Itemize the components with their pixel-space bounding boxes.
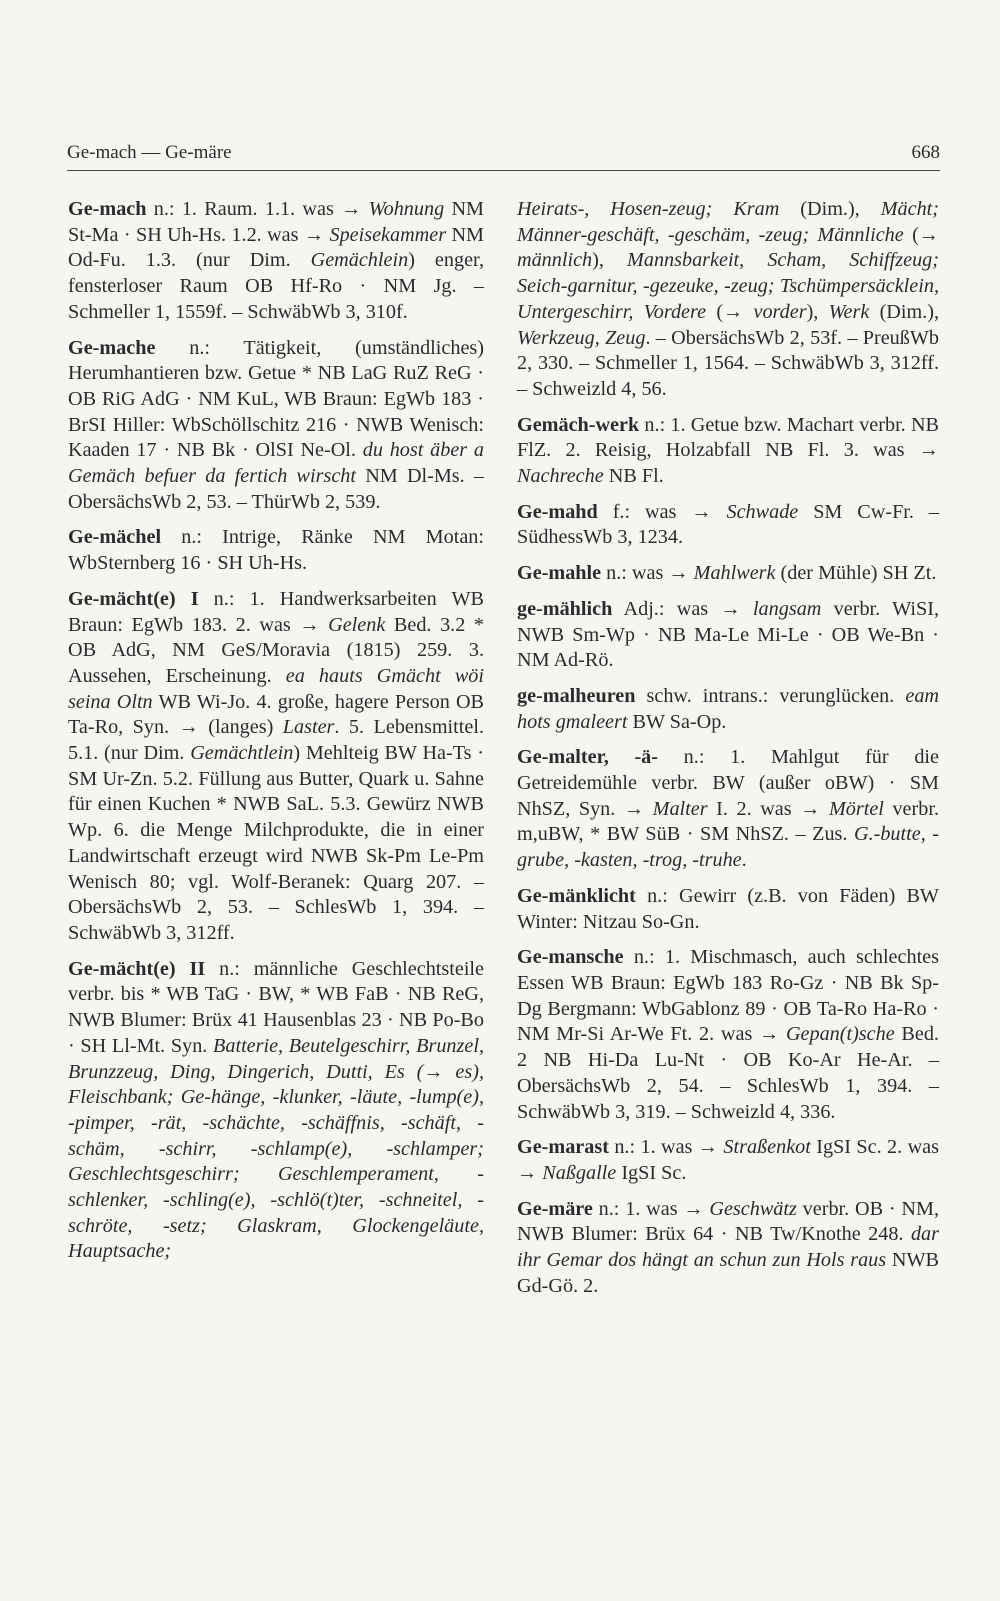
entry-body: Heirats-, Hosen-zeug; Kram (Dim.), Mächt; Männer-geschäft, -geschäm, -zeug; Männliche (→ männlich), Mannsbarkeit, Scham, Schiffzeug; Seich-garnitur, -gezeuke, -zeug; Tschümpersäcklein, Untergeschirr, Vordere (→ vorder), Werk (Dim.), Werkzeug, Zeug. – ObersächsWb 2, 53f. – PreußWb 2, 330. – Schmeller 1, 1564. – SchwäbWb 3, 312ff. – Schweizld 4, 56.	[517, 198, 939, 400]
entry-headword: Gemäch-werk	[517, 413, 640, 436]
dictionary-entry	[68, 587, 484, 947]
dictionary-entry	[68, 525, 484, 576]
entry-body: n.: 1. Handwerksarbeiten WB Braun: EgWb 183. 2. was → Gelenk Bed. 3.2 * OB AdG, NM GeS/Moravia (1815) 259. 3. Aussehen, Erscheinung. ea hauts Gmächt wöi seina Oltn WB Wi-Jo. 4. große, hagere Person OB Ta-Ro, Syn. → (langes) Laster. 5. Lebensmittel. 5.1. (nur Dim. Gemächtlein) Mehlteig BW Ha-Ts · SM Ur-Zn. 5.2. Füllung aus Butter, Quark u. Sahne für einen Kuchen * NWB SaL. 5.3. Gewürz NWB Wp. 6. die Menge Milchprodukte, die in einer Landwirtschaft erzeugt wird NWB Sk-Pm Le-Pm Wenisch 80; vgl. Wolf-Beranek: Quarg 207. – ObersächsWb 2, 53. – SchlesWb 1, 394. – SchwäbWb 3, 312ff.	[68, 587, 484, 944]
left-column	[68, 197, 484, 1275]
dictionary-entry	[517, 197, 939, 403]
entry-headword: Ge-mächt(e) I	[68, 587, 199, 610]
dictionary-entry	[517, 884, 939, 935]
header-rule	[67, 170, 940, 171]
entry-headword: Ge-mächt(e) II	[68, 957, 206, 980]
entry-body: n.: männliche Geschlechtsteile verbr. bis * WB TaG · BW, * WB FaB · NB ReG, NWB Blumer: Brüx 41 Hausenblas 23 · NB Po-Bo · SH Ll-Mt. Syn. Batterie, Beutelgeschirr, Brunzel, Brunzzeug, Ding, Dingerich, Dutti, Es (→ es), Fleischbank; Ge-hänge, -klunker, -läute, -lump(e), -pimper, -rät, -schächte, -schäffnis, -schäft, -schäm, -schirr, -schlamp(e), -schlamper; Geschlechtsgeschirr; Geschlemperament, -schlenker, -schling(e), -schlö(t)ter, -schneitel, -schröte, -setz; Glaskram, Glockengeläute, Hauptsache;	[68, 957, 484, 1263]
entry-body: n.: Intrige, Ränke NM Motan: WbSternberg 16 · SH Uh-Hs.	[68, 526, 484, 575]
dictionary-entry	[517, 745, 939, 874]
entry-headword: Ge-mach	[68, 198, 147, 220]
entry-headword: ge-malheuren	[517, 684, 636, 707]
entry-body: n.: Gewirr (z.B. von Fäden) BW Winter: Nitzau So-Gn.	[517, 884, 939, 933]
entry-headword: Ge-mahle	[517, 562, 602, 585]
entry-headword: Ge-märe	[517, 1197, 593, 1220]
entry-headword: Ge-mansche	[517, 946, 624, 969]
entry-body: n.: Tätigkeit, (umständliches) Herumhantieren bzw. Getue * NB LaG RuZ ReG · OB RiG AdG · NM KuL, WB Braun: EgWb 183 · BrSI Hiller: WbSchöllschitz 216 · NWB Wenisch: Kaaden 17 · NB Bk · OlSI Ne-Ol. du host äber a Gemäch befuer da fertich wirscht NM Dl-Ms. – ObersächsWb 2, 53. – ThürWb 2, 539.	[68, 336, 485, 513]
entry-body: Adj.: was → langsam verbr. WiSI, NWB Sm-Wp · NB Ma-Le Mi-Le · OB We-Bn · NM Ad-Rö.	[517, 597, 939, 672]
dictionary-entry	[517, 945, 939, 1125]
entry-body: n.: was → Mahlwerk (der Mühle) SH Zt.	[601, 562, 937, 585]
entry-headword: Ge-mächel	[68, 526, 162, 549]
dictionary-entry	[517, 561, 939, 587]
right-column	[517, 197, 939, 1309]
dictionary-entry	[68, 197, 484, 326]
entry-body: n.: 1. Getue bzw. Machart verbr. NB FlZ. 2. Reisig, Holzabfall NB Fl. 3. was → Nachreche NB Fl.	[517, 413, 939, 488]
entry-body: n.: 1. Mischmasch, auch schlechtes Essen WB Braun: EgWb 183 Ro-Gz · NB Bk Sp-Dg Bergmann: WbGablonz 89 · OB Ta-Ro Ha-Ro · NM Mr-Si Ar-We Ft. 2. was → Gepan(t)sche Bed. 2 NB Hi-Da Lu-Nt · OB Ko-Ar He-Ar. – ObersächsWb 2, 54. – SchlesWb 1, 394. – SchwäbWb 3, 319. – Schweizld 4, 336.	[517, 946, 939, 1123]
page-number: 668	[911, 142, 940, 163]
entry-headword: Ge-mänklicht	[517, 884, 636, 907]
entry-headword: ge-mählich	[517, 597, 613, 620]
dictionary-entry	[68, 957, 484, 1265]
dictionary-entry	[517, 1135, 939, 1186]
entry-body: f.: was → Schwade SM Cw-Fr. – SüdhessWb 3, 1234.	[517, 500, 939, 549]
entry-headword: Ge-mache	[68, 336, 156, 359]
page-header	[67, 134, 940, 164]
entry-headword: Ge-marast	[517, 1136, 609, 1159]
entry-body: n.: 1. was → Geschwätz verbr. OB · NM, NWB Blumer: Brüx 64 · NB Tw/Knothe 248. dar ihr Gemar dos hängt an schun zun Hols raus NWB Gd-Gö. 2.	[517, 1197, 939, 1297]
entry-headword: Ge-mahd	[517, 500, 598, 523]
dictionary-entry	[68, 336, 484, 516]
dictionary-entry	[517, 500, 939, 551]
entry-body: n.: 1. Mahlgut für die Getreidemühle verbr. BW (außer oBW) · SM NhSZ, Syn. → Malter I. 2. was → Mörtel verbr. m,uBW, * BW SüB · SM NhSZ. – Zus. G.-butte, -grube, -kasten, -trog, -truhe.	[517, 746, 939, 872]
dictionary-entry	[517, 1197, 939, 1300]
entry-body: n.: 1. was → Straßenkot IgSI Sc. 2. was → Naßgalle IgSI Sc.	[517, 1136, 939, 1184]
dictionary-entry	[517, 684, 939, 735]
entry-body: schw. intrans.: verunglücken. eam hots gmaleert BW Sa-Op.	[517, 684, 939, 733]
entry-body: n.: 1. Raum. 1.1. was → Wohnung NM St-Ma · SH Uh-Hs. 1.2. was → Speisekammer NM Od-Fu. 1.3. (nur Dim. Gemächlein) enger, fensterloser Raum OB Hf-Ro · NM Jg. – Schmeller 1, 1559f. – SchwäbWb 3, 310f.	[68, 198, 485, 323]
dictionary-entry	[517, 413, 939, 490]
dictionary-entry	[517, 597, 939, 674]
running-title: Ge-mach — Ge-märe	[67, 142, 232, 163]
entry-headword: Ge-malter, -ä-	[517, 746, 658, 769]
